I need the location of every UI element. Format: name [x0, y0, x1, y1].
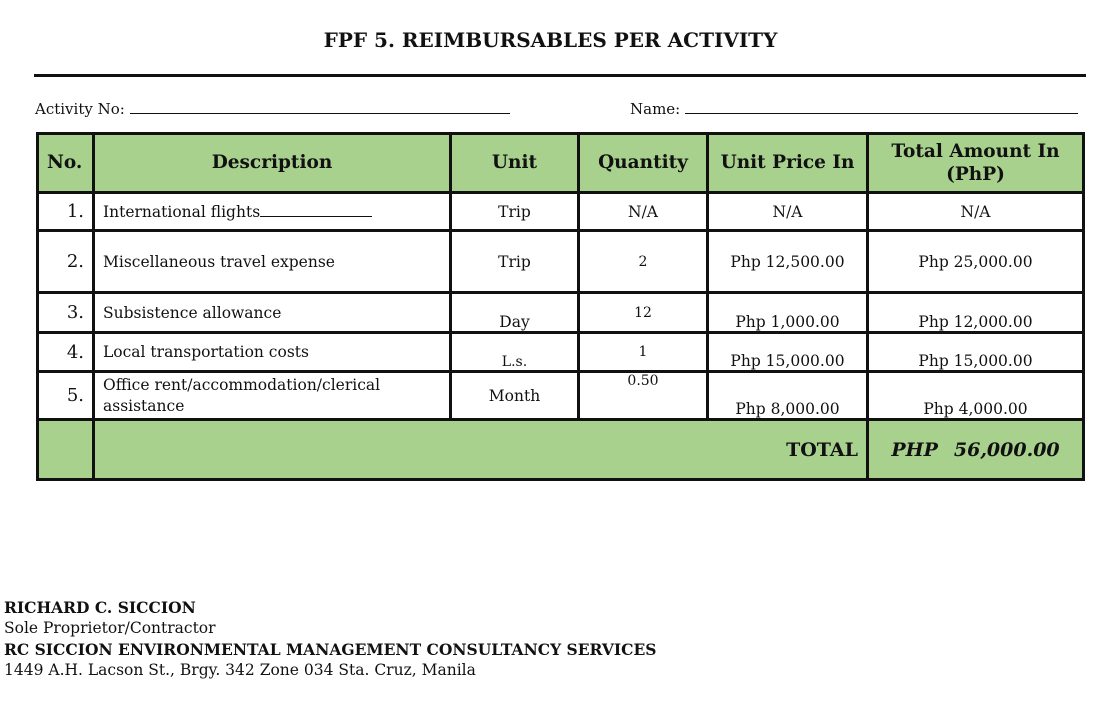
table-row — [38, 193, 1084, 231]
row-unit: L.s. — [451, 333, 579, 372]
row-description-line2: assistance — [103, 396, 185, 415]
total-currency: PHP — [891, 438, 938, 461]
signatory-block — [4, 597, 657, 681]
row-unit-price: Php 8,000.00 — [708, 372, 868, 420]
name-blank — [685, 99, 1078, 114]
row-unit: Trip — [451, 231, 579, 293]
row-total: Php 15,000.00 — [868, 333, 1084, 372]
row-no: 4. — [38, 333, 94, 372]
row-description-line1: Office rent/accommodation/clerical — [103, 376, 381, 395]
activity-no-blank — [130, 99, 510, 114]
signatory-name: RICHARD C. SICCION — [4, 598, 196, 617]
header-total-amount-line2: (PhP) — [946, 164, 1005, 185]
row-no: 5. — [38, 372, 94, 420]
header-no: No. — [38, 134, 94, 193]
row-quantity: 2 — [579, 231, 708, 293]
row-no: 3. — [38, 293, 94, 333]
page-title: FPF 5. REIMBURSABLES PER ACTIVITY — [323, 28, 778, 52]
row-description: International flights — [94, 193, 451, 231]
row-unit: Month — [451, 372, 579, 420]
header-description: Description — [94, 134, 451, 193]
row-unit-price: Php 12,500.00 — [708, 231, 868, 293]
activity-no-field — [35, 99, 510, 118]
table-row — [38, 372, 1084, 420]
fill-in-blank — [260, 204, 372, 217]
row-description: Subsistence allowance — [94, 293, 451, 333]
row-unit: Trip — [451, 193, 579, 231]
header-unit-price: Unit Price In — [708, 134, 868, 193]
total-value: 56,000.00 — [953, 438, 1060, 461]
row-quantity: 0.50 — [579, 372, 708, 420]
row-total: N/A — [868, 193, 1084, 231]
activity-no-label: Activity No: — [35, 100, 125, 118]
row-unit: Day — [451, 293, 579, 333]
row-no: 2. — [38, 231, 94, 293]
signatory-address: 1449 A.H. Lacson St., Brgy. 342 Zone 034 Sta. Cruz, Manila — [4, 661, 476, 679]
row-description: Miscellaneous travel expense — [94, 231, 451, 293]
header-total-amount-line1: Total Amount In — [891, 140, 1060, 162]
signatory-role: Sole Proprietor/Contractor — [4, 619, 216, 637]
reimbursables-table — [36, 132, 1085, 481]
table-row — [38, 333, 1084, 372]
header-unit: Unit — [451, 134, 579, 193]
table-row — [38, 231, 1084, 293]
row-unit-price: Php 15,000.00 — [708, 333, 868, 372]
row-description: Local transportation costs — [94, 333, 451, 372]
row-total: Php 12,000.00 — [868, 293, 1084, 333]
total-label: TOTAL — [94, 420, 868, 480]
name-field — [630, 99, 1078, 118]
row-quantity: N/A — [579, 193, 708, 231]
title-divider — [34, 74, 1086, 77]
total-row — [38, 420, 1084, 480]
row-unit-price: N/A — [708, 193, 868, 231]
total-row-spacer — [38, 420, 94, 480]
row-total: Php 4,000.00 — [868, 372, 1084, 420]
signatory-company: RC SICCION ENVIRONMENTAL MANAGEMENT CONSULTANCY SERVICES — [4, 640, 657, 659]
table-row — [38, 293, 1084, 333]
row-quantity: 12 — [579, 293, 708, 333]
table-header-row — [38, 134, 1084, 193]
name-label: Name: — [630, 100, 681, 118]
header-total-amount — [868, 134, 1084, 193]
row-total: Php 25,000.00 — [868, 231, 1084, 293]
row-quantity: 1 — [579, 333, 708, 372]
total-amount — [868, 420, 1084, 480]
row-description — [94, 372, 451, 420]
row-no: 1. — [38, 193, 94, 231]
row-unit-price: Php 1,000.00 — [708, 293, 868, 333]
header-quantity: Quantity — [579, 134, 708, 193]
